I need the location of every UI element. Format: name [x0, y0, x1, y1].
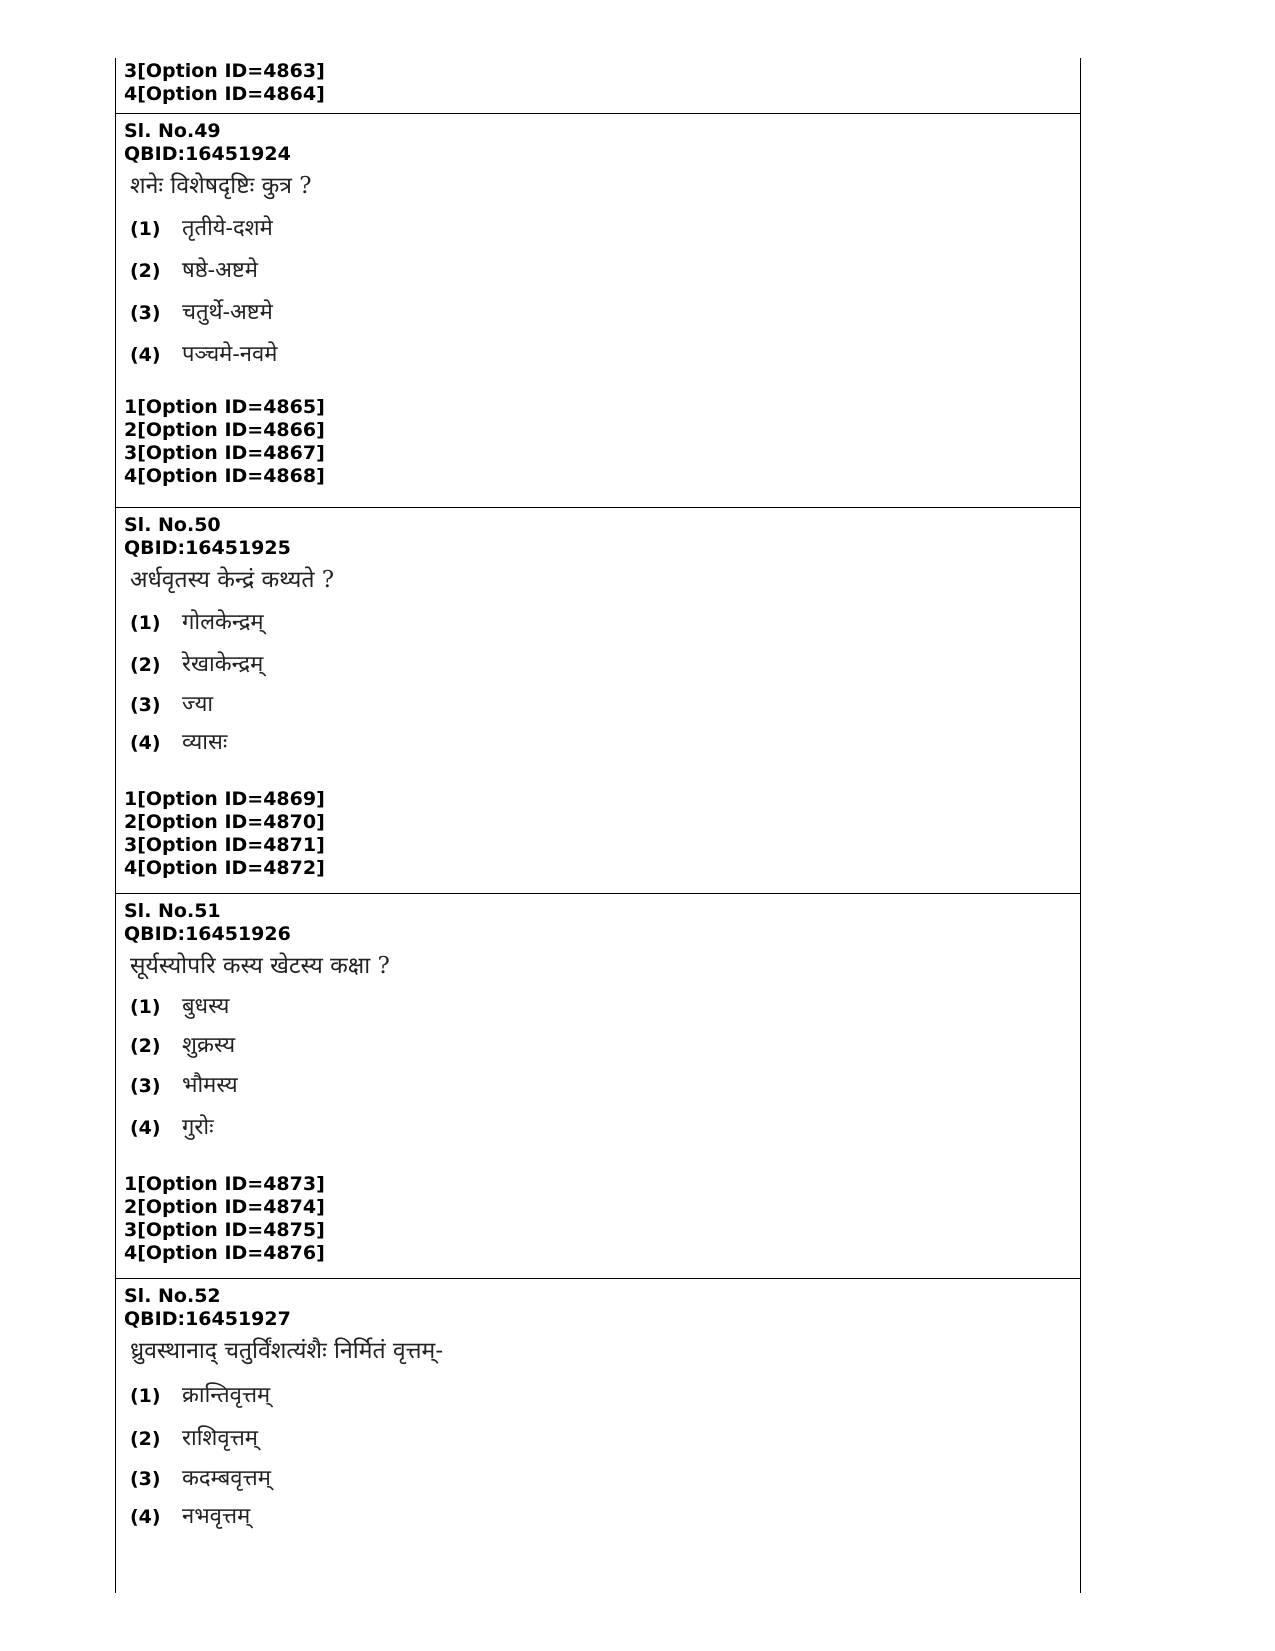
option-id-line: 4[Option ID=4876] [124, 1242, 325, 1264]
option-number: (1) [130, 996, 161, 1018]
option-id-line: 1[Option ID=4873] [124, 1173, 325, 1195]
option-text: षष्ठे-अष्टमे [182, 258, 258, 283]
option-text: चतुर्थे-अष्टमे [182, 300, 273, 325]
qbid: QBID:16451925 [124, 537, 291, 559]
option-number: (3) [130, 694, 161, 716]
option-id-line: 3[Option ID=4863] [124, 60, 325, 82]
option-1 [130, 992, 229, 1022]
option-1 [130, 608, 264, 638]
option-text: बुधस्य [182, 994, 230, 1019]
option-id-line: 3[Option ID=4875] [124, 1219, 325, 1241]
serial-number: Sl. No.50 [124, 514, 221, 536]
option-text: गोलकेन्द्रम् [182, 610, 264, 635]
qbid: QBID:16451927 [124, 1308, 291, 1330]
option-id-line: 1[Option ID=4865] [124, 396, 325, 418]
option-number: (4) [130, 344, 161, 366]
question-text: सूर्यस्योपरि कस्य खेटस्य कक्षा ? [130, 953, 390, 979]
option-1 [130, 1381, 270, 1411]
option-id-line: 4[Option ID=4864] [124, 83, 325, 105]
serial-number: Sl. No.51 [124, 900, 221, 922]
question-text: शनेः विशेषदृष्टिः कुत्र ? [130, 173, 312, 199]
option-number: (4) [130, 1117, 161, 1139]
qbid: QBID:16451924 [124, 143, 291, 165]
option-text: शुक्रस्य [182, 1033, 236, 1058]
option-text: पञ्चमे-नवमे [182, 342, 278, 367]
option-number: (4) [130, 732, 161, 754]
option-2 [130, 1424, 258, 1454]
option-3 [130, 298, 273, 328]
option-2 [130, 650, 263, 680]
option-text: नभवृत्तम् [182, 1504, 251, 1529]
option-text: ज्या [182, 692, 214, 717]
option-number: (3) [130, 1468, 161, 1490]
serial-number: Sl. No.49 [124, 120, 221, 142]
option-number: (3) [130, 302, 161, 324]
option-number: (2) [130, 260, 161, 282]
option-text: गुरोः [182, 1115, 214, 1140]
option-text: भौमस्य [182, 1073, 238, 1098]
option-number: (3) [130, 1075, 161, 1097]
option-text: क्रान्तिवृत्तम् [182, 1383, 271, 1408]
option-id-line: 2[Option ID=4866] [124, 419, 325, 441]
option-number: (1) [130, 1385, 161, 1407]
option-2 [130, 1031, 235, 1061]
question-block-49 [116, 113, 1080, 507]
option-text: कदम्बवृत्तम् [182, 1466, 271, 1491]
question-block-52 [116, 1278, 1080, 1593]
option-text: राशिवृत्तम् [182, 1426, 258, 1451]
question-text: अर्धवृतस्य केन्द्रं कथ्यते ? [130, 567, 335, 593]
qbid: QBID:16451926 [124, 923, 291, 945]
option-id-line: 1[Option ID=4869] [124, 788, 325, 810]
option-3 [130, 690, 213, 720]
option-number: (2) [130, 1428, 161, 1450]
question-block-50 [116, 507, 1080, 893]
option-id-line: 2[Option ID=4874] [124, 1196, 325, 1218]
previous-question-tail [116, 58, 1080, 113]
option-3 [130, 1071, 238, 1101]
option-id-line: 3[Option ID=4867] [124, 442, 325, 464]
option-number: (4) [130, 1506, 161, 1528]
question-block-51 [116, 893, 1080, 1278]
option-id-line: 4[Option ID=4872] [124, 857, 325, 879]
option-2 [130, 256, 258, 286]
option-3 [130, 1464, 271, 1494]
option-1 [130, 214, 273, 244]
serial-number: Sl. No.52 [124, 1285, 221, 1307]
option-number: (2) [130, 654, 161, 676]
option-id-line: 3[Option ID=4871] [124, 834, 325, 856]
question-paper-frame [115, 58, 1081, 1593]
option-text: तृतीये-दशमे [182, 216, 273, 241]
option-number: (2) [130, 1035, 161, 1057]
option-text: व्यासः [182, 730, 228, 755]
option-4 [130, 728, 227, 758]
option-id-line: 2[Option ID=4870] [124, 811, 325, 833]
option-4 [130, 1502, 250, 1532]
option-4 [130, 1113, 214, 1143]
option-text: रेखाकेन्द्रम् [182, 652, 264, 677]
option-number: (1) [130, 218, 161, 240]
question-text: ध्रुवस्थानाद् चतुर्विंशत्यंशैः निर्मितं वृत्तम्- [130, 1338, 444, 1364]
option-4 [130, 340, 277, 370]
option-number: (1) [130, 612, 161, 634]
option-id-line: 4[Option ID=4868] [124, 465, 325, 487]
